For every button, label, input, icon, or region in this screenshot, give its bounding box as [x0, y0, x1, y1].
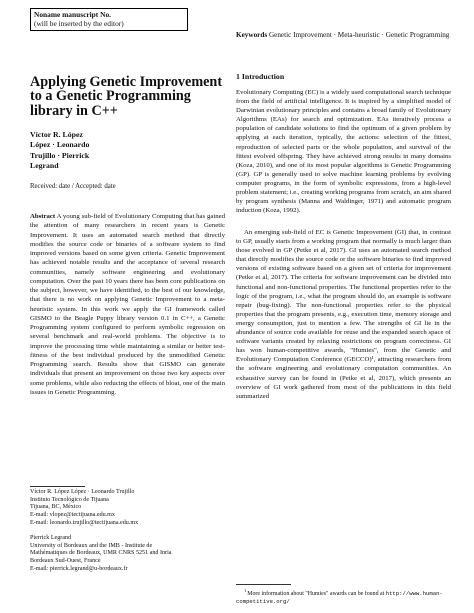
affiliation-email[interactable]: E-mail: leonardo.trujillo@tectijuana.edu.mx — [30, 519, 139, 526]
abstract-text: A young sub-field of Evolutionary Computing that has gained the attention of many researchers in recent years is Genetic Improvement. It uses an automated search method that directly modifies the source code or binaries of a software system to find improved versions based on some given criteria. Genetic Improvement has achieved notable results and the acceptance of several research communities, namely software engineering and evolutionary computation. Over the past 10 years there has been core publications on the subject, however, we have identified, to the best of our knowledge, that there is no work on applying Genetic Improvement to a meta-heuristic system. In this work we apply the GI framework called GISMO to the Beagle Puppy library version 0.1 in C++, a Genetic Programming system configured to perform symbolic regression on several benchmark and real-world problems. The objective is to improve the processing time while maintaining a similar or better test-fitness of the best individual produced by the unmodified Genetic Programming search. Results show that GISMO can generate individuals that present an improvement on those two key aspects over some problems, while also reducing the effects of bloat, one of the main issues in Genetic Programming. — [30, 213, 225, 396]
author-line-2: López · Leonardo — [30, 140, 90, 150]
manuscript-number-label: Noname manuscript No. — [34, 10, 111, 19]
footnote-divider — [236, 584, 291, 585]
section-heading-introduction: 1 Introduction — [236, 72, 285, 81]
affiliation-line: Pierrick Legrand — [30, 535, 72, 541]
affiliation-block-2 — [30, 535, 230, 574]
manuscript-header-box — [30, 8, 188, 31]
footnote — [236, 587, 451, 606]
received-date: Received: date / Accepted: date — [30, 183, 116, 190]
paper-title: Applying Genetic Improvement to a Genetic Programming library in C++ — [30, 74, 223, 119]
footnote-number: 1 — [244, 588, 247, 593]
keywords-text: Genetic Improvement · Meta-heuristic · Genetic Programming — [268, 31, 450, 39]
affiliation-line: Bordeaux Sud-Ouest, France — [30, 558, 101, 565]
abstract-label: Abstract — [30, 213, 56, 220]
affiliation-email[interactable]: E-mail: pierrick.legrand@u-bordeaux.fr — [30, 565, 128, 572]
author-line-3: Trujillo · Pierrick — [30, 150, 90, 160]
intro-paragraph-2: An emerging sub-field of EC is Genetic Improvement (GI) that, in contrast to GP, usually starts from a working program that normally is much larger than those evolved in GP (Petke et al, 2017). GI uses an automated search method that directly modifies the source code or the software binaries to find improved versions of existing software based on a given set of criteria for improvement (Petke et al, 2017). The criteria for software improvement can be divided into functional and non-functional properties. The functional properties refer to the logic of the program, i.e., what the program should do, an example is software repair (bug-fixing). The non-functional properties refer to the physical properties that the program presents, e.g., execution time, memory storage and energy consumption, just to mention a few. The strengths of GI lie in the abundance of source code available for reuse and the expanded search space of software variants created by relaxing restrictions on program correctness. GI has won human-competitive awards, "Humies", from the Genetic and Evolutionary Computation Conference (GECCO)¹, attracting researchers from the software engineering and evolutionary computation communities. An exhaustive survey can be found in (Petke et al, 2017), which presents an overview of GI work gathered from most of the publications in this field summarized — [236, 229, 451, 400]
abstract — [30, 212, 225, 397]
keywords-label: Keywords — [236, 31, 268, 39]
affiliation-line: Instituto Tecnológico de Tijuana — [30, 496, 109, 503]
footnote-url-link[interactable]: http://www.human-competitive.org/ — [236, 589, 443, 605]
affiliation-line: Mathématiques de Bordeaux, UMR CNRS 5251 and Inria — [30, 550, 172, 557]
author-line-1: Víctor R. López — [30, 130, 83, 139]
affiliation-divider — [30, 486, 85, 487]
affiliation-email[interactable]: E-mail: vlopez@tectijuana.edu.mx — [30, 512, 115, 519]
intro-paragraph-1: Evolutionary Computing (EC) is a widely used computational search technique from the field of artificial intelligence. It is inspired by a simplified model of Darwinian evolutionary principles and contains a broad family of Evolutionary Algorithms (EAs) for search and optimization. EAs iteratively process a population of candidate solutions to find the optimum of a given problem by applying at each iteration, typically, the actions: selection of the fittest, reproduction of selected parts or the whole population, and survival of the fittest evolved offspring. They have achieved strong results in many domains (Koza, 2010), and one of its most popular algorithms is Genetic Programming (GP). GP is generally used to solve machine learning problems by evolving computer programs, in the form of symbolic expressions, from a high-level problem statement; i.e., creating working programs from scratch, an aim shared by program synthesis (Manna and Waldinger, 1971) and automatic program induction (Koza, 1992). — [236, 89, 451, 215]
editor-note: (will be inserted by the editor) — [34, 19, 124, 28]
keywords-block — [236, 31, 451, 40]
affiliation-line: Víctor R. López López · Leonardo Trujillo — [30, 489, 135, 495]
affiliation-line: University of Bordeaux and the IMB - Institute de — [30, 542, 153, 549]
author-line-4: Legrand — [30, 161, 59, 171]
author-list — [30, 130, 200, 172]
affiliation-block-1 — [30, 489, 230, 528]
footnote-text: More information about "Humies" awards can be found at — [247, 590, 385, 597]
affiliation-line: Tijuana, BC, México — [30, 504, 82, 511]
